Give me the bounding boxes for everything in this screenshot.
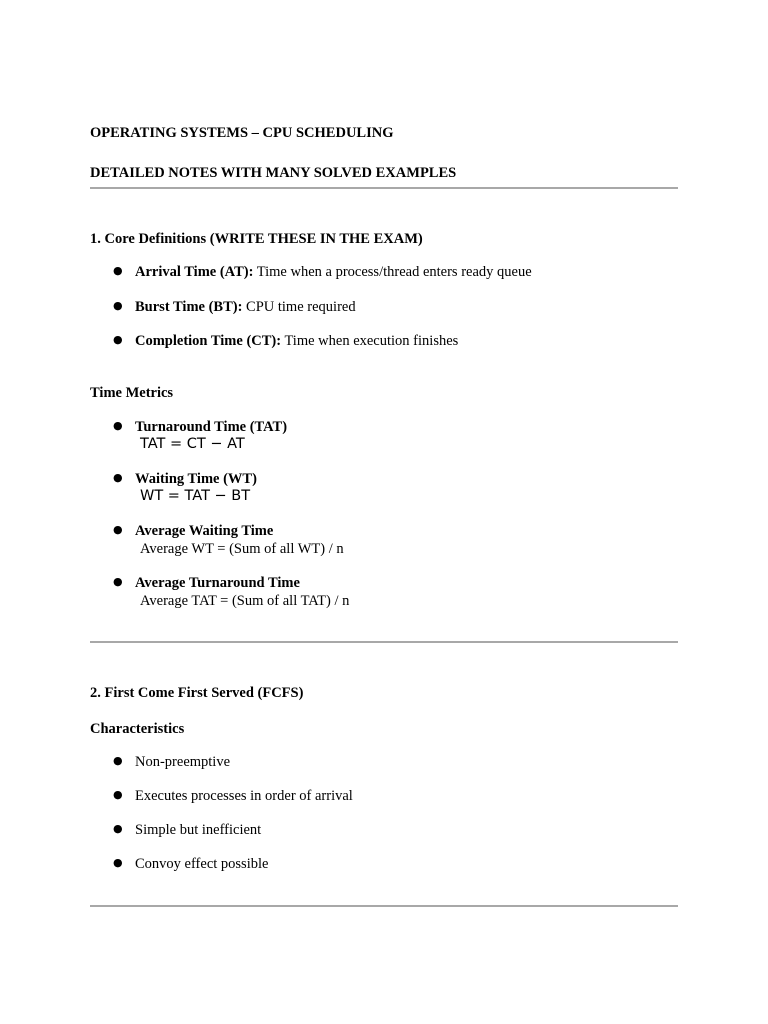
list-item-text: Convoy effect possible bbox=[135, 856, 269, 872]
list-item-text: Non-preemptive bbox=[135, 754, 231, 770]
bullet-icon: ● bbox=[113, 788, 123, 801]
section-heading: 1. Core Definitions (WRITE THESE IN THE EXAM) bbox=[90, 231, 423, 247]
term-description: CPU time required bbox=[242, 299, 356, 315]
metric-label: Average Waiting Time bbox=[135, 523, 274, 539]
term-label: Completion Time (CT): bbox=[135, 333, 282, 349]
term-description: Time when execution finishes bbox=[281, 333, 459, 349]
bullet-icon: ● bbox=[113, 575, 123, 588]
bullet-icon: ● bbox=[113, 333, 123, 346]
list-item-text: Simple but inefficient bbox=[135, 822, 262, 838]
divider bbox=[90, 187, 678, 189]
bullet-icon: ● bbox=[113, 822, 123, 835]
metric-label: Waiting Time (WT) bbox=[135, 471, 257, 487]
term-description: Time when a process/thread enters ready queue bbox=[253, 264, 532, 280]
formula: WT = TAT − BT bbox=[140, 488, 251, 504]
document-subtitle: DETAILED NOTES WITH MANY SOLVED EXAMPLES bbox=[90, 165, 457, 181]
subsection-heading: Characteristics bbox=[90, 721, 185, 737]
section-heading: 2. First Come First Served (FCFS) bbox=[90, 685, 304, 701]
metric-label: Turnaround Time (TAT) bbox=[135, 419, 288, 435]
bullet-icon: ● bbox=[113, 419, 123, 432]
document-title: OPERATING SYSTEMS – CPU SCHEDULING bbox=[90, 125, 394, 141]
formula: Average WT = (Sum of all WT) / n bbox=[140, 541, 344, 557]
bullet-icon: ● bbox=[113, 264, 123, 277]
divider bbox=[90, 641, 678, 643]
term-label: Arrival Time (AT): bbox=[135, 264, 254, 280]
formula: Average TAT = (Sum of all TAT) / n bbox=[140, 593, 350, 609]
metric-label: Average Turnaround Time bbox=[135, 575, 300, 591]
formula: TAT = CT − AT bbox=[140, 436, 245, 452]
bullet-icon: ● bbox=[113, 523, 123, 536]
term-label: Burst Time (BT): bbox=[135, 299, 243, 315]
list-item-text: Executes processes in order of arrival bbox=[135, 788, 353, 804]
bullet-icon: ● bbox=[113, 299, 123, 312]
bullet-icon: ● bbox=[113, 471, 123, 484]
bullet-icon: ● bbox=[113, 754, 123, 767]
subsection-heading: Time Metrics bbox=[90, 385, 174, 401]
bullet-icon: ● bbox=[113, 856, 123, 869]
divider bbox=[90, 905, 678, 907]
